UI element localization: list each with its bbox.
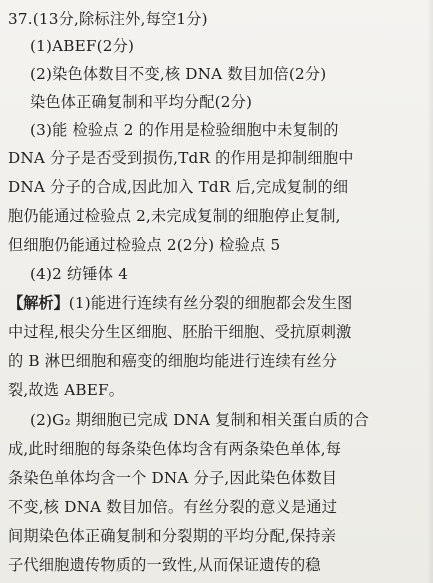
analysis-para-1-line-4: 裂,故选 ABEF。 [8,381,125,399]
analysis-para-1-text: (1)能进行连续有丝分裂的细胞都会发生图 [68,294,353,312]
analysis-para-2-line-5: 间期染色体正确复制和分裂期的平均分配,保持亲 [8,527,337,545]
answer-3-line-1: (3)能 检验点 2 的作用是检验细胞中未复制的 [30,121,339,139]
analysis-tag: 【解析】 [8,294,69,312]
question-header: 37.(13分,除标注外,每空1分) [8,10,208,28]
analysis-para-2-line-4: 不变,核 DNA 数目加倍。有丝分裂的意义是通过 [8,498,338,516]
analysis-para-2-line-3: 条染色单体均含一个 DNA 分子,因此染色体数目 [8,469,338,487]
analysis-para-1-line-2: 中过程,根尖分生区细胞、胚胎干细胞、受抗原刺激 [8,323,352,341]
answer-3-line-5: 但细胞仍能通过检验点 2(2分) 检验点 5 [8,236,281,254]
analysis-para-2-line-2: 成,此时细胞的每条染色体均含有两条染色单体,每 [8,440,342,458]
page-edge-shadow [427,0,433,583]
answer-2-line-1: (2)染色体数目不变,核 DNA 数目加倍(2分) [30,65,327,83]
analysis-para-1-line-3: 的 B 淋巴细胞和癌变的细胞均能进行连续有丝分 [8,352,338,370]
analysis-para-1-line-1 [8,290,433,317]
answer-1: (1)ABEF(2分) [30,37,135,55]
analysis-para-2-line-6: 子代细胞遗传物质的一致性,从而保证遗传的稳 [8,556,321,574]
answer-4: (4)2 纺锤体 4 [30,265,129,283]
answer-3-line-4: 胞仍能通过检验点 2,未完成复制的细胞停止复制, [8,207,341,225]
answer-3-line-3: DNA 分子的合成,因此加入 TdR 后,完成复制的细 [8,178,349,196]
answer-2-line-2: 染色体正确复制和平均分配(2分) [30,93,253,111]
answer-3-line-2: DNA 分子是否受到损伤,TdR 的作用是抑制细胞中 [8,149,354,167]
analysis-para-2-line-1: (2)G₂ 期细胞已完成 DNA 复制和相关蛋白质的合 [30,411,370,429]
